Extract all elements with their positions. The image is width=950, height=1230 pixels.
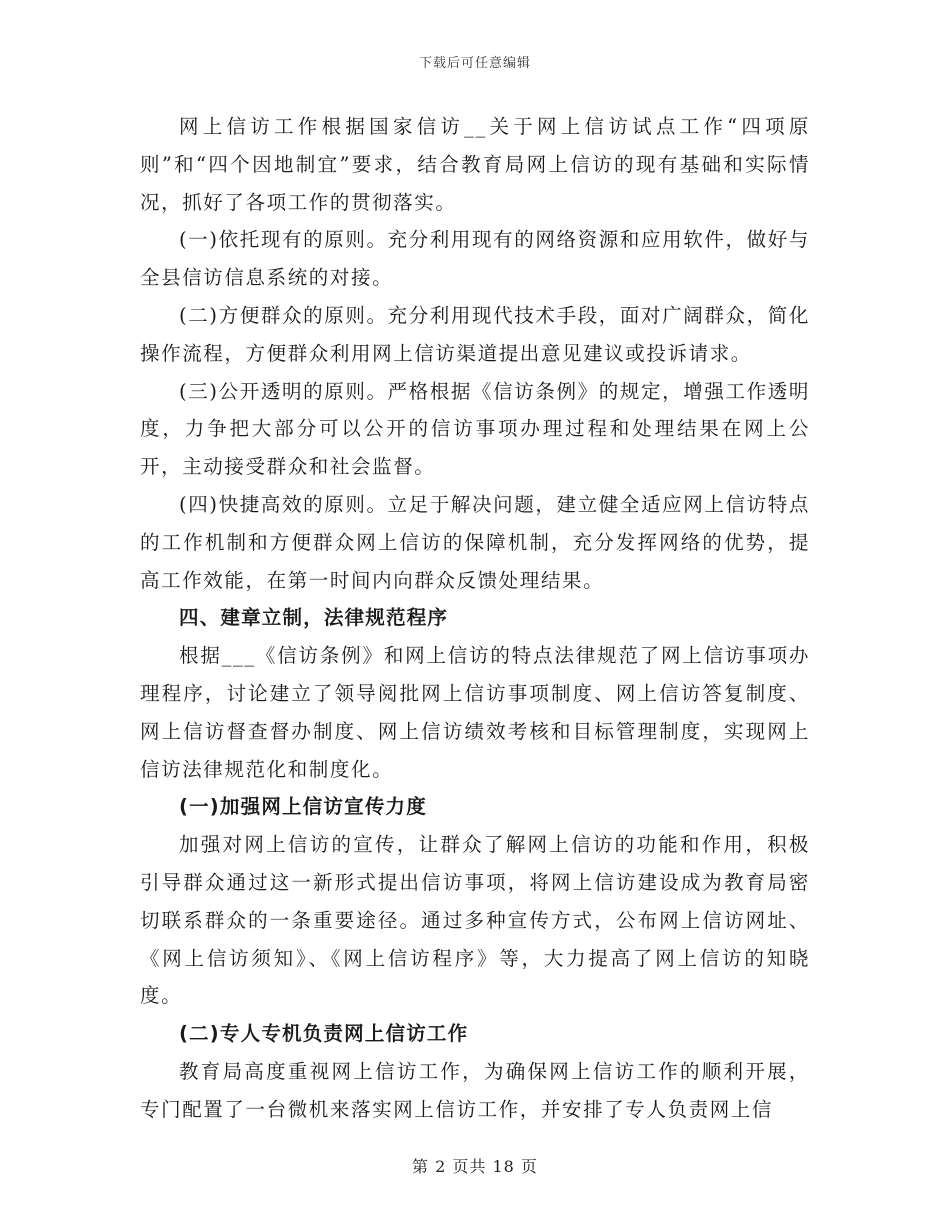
paragraph-principle-2: (二)方便群众的原则。充分利用现代技术手段，面对广阔群众，简化操作流程，方便群众利用网上信访渠道提出意见建议或投诉请求。 — [140, 303, 810, 365]
paragraph-principle-1: (一)依托现有的原则。充分利用现有的网络资源和应用软件，做好与全县信访信息系统的对接。 — [140, 228, 810, 290]
paragraph-principle-4: (四)快捷高效的原则。立足于解决问题，建立健全适应网上信访特点的工作机制和方便群众网上信访的保障机制，充分发挥网络的优势，提高工作效能，在第一时间内向群众反馈处理结果。 — [140, 492, 810, 592]
subheading-1: (一)加强网上信访宣传力度 — [179, 795, 427, 819]
paragraph-section-4: 根据___《信访条例》和网上信访的特点法律规范了网上信访事项办理程序，讨论建立了领导阅批网上信访事项制度、网上信访答复制度、网上信访督查督办制度、网上信访绩效考核和目标管理制度，实现网上信访法律规范化和制度化。 — [140, 644, 810, 781]
paragraph-principle-3: (三)公开透明的原则。严格根据《信访条例》的规定，增强工作透明度，力争把大部分可以公开的信访事项办理过程和处理结果在网上公开，主动接受群众和社会监督。 — [140, 379, 810, 479]
page-header: 下载后可任意编辑 — [418, 56, 531, 71]
paragraph-intro: 网上信访工作根据国家信访__关于网上信访试点工作“四项原则”和“四个因地制宜”要求，结合教育局网上信访的现有基础和实际情况，抓好了各项工作的贯彻落实。 — [140, 115, 810, 214]
paragraph-dedicated: 教育局高度重视网上信访工作，为确保网上信访工作的顺利开展，专门配置了一台微机来落实网上信访工作，并安排了专人负责网上信 — [140, 1059, 810, 1121]
paragraph-publicity: 加强对网上信访的宣传，让群众了解网上信访的功能和作用，积极引导群众通过这一新形式提出信访事项，将网上信访建设成为教育局密切联系群众的一条重要途径。通过多种宣传方式，公布网上信访网址、《网上信访须知》、《网上信访程序》等，大力提高了网上信访的知晓度。 — [140, 833, 810, 1008]
subheading-2: (二)专人专机负责网上信访工作 — [179, 1022, 469, 1046]
page-number: 第 2 页共 18 页 — [412, 1157, 538, 1176]
section-heading-4: 四、建章立制，法律规范程序 — [179, 606, 449, 630]
document-body — [140, 108, 810, 1129]
